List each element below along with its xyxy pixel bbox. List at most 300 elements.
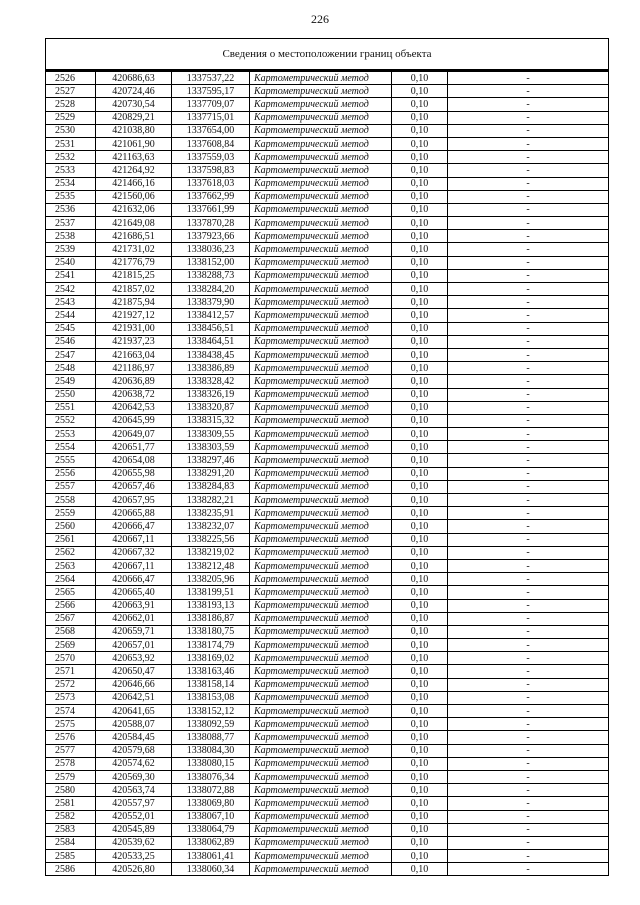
coord-y-cell: 1338235,91 [172,507,250,520]
accuracy-cell: 0,10 [392,375,448,388]
accuracy-cell: 0,10 [392,348,448,361]
table-row [46,296,609,309]
point-number-cell: 2550 [46,388,96,401]
point-number-cell: 2537 [46,217,96,230]
coord-x-cell: 421466,16 [96,177,172,190]
extra-cell: - [448,190,609,203]
method-cell: Картометрический метод [250,559,392,572]
extra-cell: - [448,678,609,691]
method-cell: Картометрический метод [250,494,392,507]
page-number: 226 [311,12,329,26]
accuracy-cell: 0,10 [392,151,448,164]
coord-x-cell: 420662,01 [96,612,172,625]
method-cell: Картометрический метод [250,599,392,612]
table-row [46,744,609,757]
accuracy-cell: 0,10 [392,98,448,111]
accuracy-cell: 0,10 [392,190,448,203]
point-number-cell: 2554 [46,441,96,454]
point-number-cell: 2547 [46,348,96,361]
method-cell: Картометрический метод [250,784,392,797]
coord-x-cell: 420667,11 [96,533,172,546]
coord-x-cell: 421632,06 [96,203,172,216]
extra-cell: - [448,230,609,243]
accuracy-cell: 0,10 [392,533,448,546]
accuracy-cell: 0,10 [392,322,448,335]
point-number-cell: 2574 [46,705,96,718]
extra-cell: - [448,428,609,441]
extra-cell: - [448,467,609,480]
coord-x-cell: 420636,89 [96,375,172,388]
method-cell: Картометрический метод [250,177,392,190]
coord-y-cell: 1337654,00 [172,124,250,137]
coord-x-cell: 420545,89 [96,823,172,836]
accuracy-cell: 0,10 [392,494,448,507]
table-row [46,863,609,876]
point-number-cell: 2532 [46,151,96,164]
coord-y-cell: 1338169,02 [172,652,250,665]
accuracy-cell: 0,10 [392,283,448,296]
point-number-cell: 2558 [46,494,96,507]
coord-x-cell: 421186,97 [96,362,172,375]
coord-y-cell: 1337870,28 [172,217,250,230]
accuracy-cell: 0,10 [392,705,448,718]
point-number-cell: 2585 [46,850,96,863]
extra-cell: - [448,599,609,612]
coord-y-cell: 1338320,87 [172,401,250,414]
point-number-cell: 2555 [46,454,96,467]
point-number-cell: 2583 [46,823,96,836]
table-row [46,98,609,111]
method-cell: Картометрический метод [250,362,392,375]
method-cell: Картометрический метод [250,348,392,361]
point-number-cell: 2530 [46,124,96,137]
point-number-cell: 2548 [46,362,96,375]
extra-cell: - [448,217,609,230]
extra-cell: - [448,533,609,546]
coord-x-cell: 420650,47 [96,665,172,678]
coord-x-cell: 420657,95 [96,494,172,507]
extra-cell: - [448,784,609,797]
extra-cell: - [448,705,609,718]
table-title: Сведения о местоположении границ объекта [46,39,609,71]
method-cell: Картометрический метод [250,678,392,691]
coord-y-cell: 1337537,22 [172,72,250,85]
point-number-cell: 2566 [46,599,96,612]
extra-cell: - [448,691,609,704]
coord-y-cell: 1337661,99 [172,203,250,216]
method-cell: Картометрический метод [250,375,392,388]
coord-y-cell: 1338326,19 [172,388,250,401]
extra-cell: - [448,296,609,309]
accuracy-cell: 0,10 [392,124,448,137]
table-row [46,691,609,704]
coord-x-cell: 420563,74 [96,784,172,797]
table-row [46,784,609,797]
accuracy-cell: 0,10 [392,652,448,665]
coord-y-cell: 1338062,89 [172,836,250,849]
table-row [46,507,609,520]
table-row [46,586,609,599]
extra-cell: - [448,72,609,85]
extra-cell: - [448,770,609,783]
coord-x-cell: 420579,68 [96,744,172,757]
point-number-cell: 2569 [46,639,96,652]
coord-x-cell: 420641,65 [96,705,172,718]
table-row [46,467,609,480]
extra-cell: - [448,718,609,731]
table-row [46,731,609,744]
coord-x-cell: 420588,07 [96,718,172,731]
table-row [46,836,609,849]
extra-cell: - [448,441,609,454]
method-cell: Картометрический метод [250,810,392,823]
point-number-cell: 2573 [46,691,96,704]
extra-cell: - [448,164,609,177]
coord-x-cell: 421038,80 [96,124,172,137]
accuracy-cell: 0,10 [392,665,448,678]
table-row [46,124,609,137]
coord-y-cell: 1337598,83 [172,164,250,177]
accuracy-cell: 0,10 [392,797,448,810]
extra-cell: - [448,375,609,388]
boundary-coordinates-table [45,38,609,876]
coord-x-cell: 420657,01 [96,639,172,652]
table-row [46,348,609,361]
accuracy-cell: 0,10 [392,111,448,124]
table-row [46,480,609,493]
extra-cell: - [448,348,609,361]
point-number-cell: 2581 [46,797,96,810]
coord-y-cell: 1338152,00 [172,256,250,269]
table-row [46,823,609,836]
accuracy-cell: 0,10 [392,362,448,375]
coord-x-cell: 420665,88 [96,507,172,520]
accuracy-cell: 0,10 [392,573,448,586]
method-cell: Картометрический метод [250,388,392,401]
table-row [46,520,609,533]
method-cell: Картометрический метод [250,691,392,704]
table-row [46,665,609,678]
extra-cell: - [448,625,609,638]
table-row [46,441,609,454]
accuracy-cell: 0,10 [392,243,448,256]
table-row [46,850,609,863]
point-number-cell: 2543 [46,296,96,309]
coord-x-cell: 420686,63 [96,72,172,85]
coord-y-cell: 1338092,59 [172,718,250,731]
method-cell: Картометрический метод [250,98,392,111]
accuracy-cell: 0,10 [392,467,448,480]
method-cell: Картометрический метод [250,454,392,467]
coord-y-cell: 1338036,23 [172,243,250,256]
coord-y-cell: 1338315,32 [172,414,250,427]
point-number-cell: 2559 [46,507,96,520]
coord-y-cell: 1338199,51 [172,586,250,599]
extra-cell: - [448,335,609,348]
accuracy-cell: 0,10 [392,401,448,414]
coord-y-cell: 1338291,20 [172,467,250,480]
coord-y-cell: 1338060,34 [172,863,250,876]
table-row [46,797,609,810]
accuracy-cell: 0,10 [392,309,448,322]
table-row [46,269,609,282]
accuracy-cell: 0,10 [392,269,448,282]
coord-y-cell: 1337709,07 [172,98,250,111]
accuracy-cell: 0,10 [392,414,448,427]
table-row [46,335,609,348]
coord-y-cell: 1337715,01 [172,111,250,124]
coord-y-cell: 1338464,51 [172,335,250,348]
method-cell: Картометрический метод [250,296,392,309]
accuracy-cell: 0,10 [392,296,448,309]
table-row [46,388,609,401]
point-number-cell: 2534 [46,177,96,190]
coord-x-cell: 420663,91 [96,599,172,612]
point-number-cell: 2557 [46,480,96,493]
coord-x-cell: 420659,71 [96,625,172,638]
table-row [46,137,609,150]
method-cell: Картометрический метод [250,256,392,269]
coord-y-cell: 1338067,10 [172,810,250,823]
table-row [46,362,609,375]
coord-y-cell: 1337595,17 [172,85,250,98]
accuracy-cell: 0,10 [392,691,448,704]
coord-x-cell: 421686,51 [96,230,172,243]
table-row [46,203,609,216]
table-row [46,625,609,638]
extra-cell: - [448,810,609,823]
table-row [46,454,609,467]
coord-y-cell: 1338193,13 [172,599,250,612]
point-number-cell: 2529 [46,111,96,124]
coord-y-cell: 1338438,45 [172,348,250,361]
coord-y-cell: 1337923,66 [172,230,250,243]
coord-y-cell: 1338386,89 [172,362,250,375]
table-row [46,599,609,612]
extra-cell: - [448,850,609,863]
table-row [46,678,609,691]
coord-x-cell: 421815,25 [96,269,172,282]
table-row [46,757,609,770]
point-number-cell: 2549 [46,375,96,388]
method-cell: Картометрический метод [250,639,392,652]
coord-y-cell: 1338303,59 [172,441,250,454]
accuracy-cell: 0,10 [392,335,448,348]
table-row [46,494,609,507]
point-number-cell: 2551 [46,401,96,414]
point-number-cell: 2541 [46,269,96,282]
table-row [46,151,609,164]
accuracy-cell: 0,10 [392,137,448,150]
accuracy-cell: 0,10 [392,441,448,454]
method-cell: Картометрический метод [250,652,392,665]
method-cell: Картометрический метод [250,85,392,98]
coord-x-cell: 420666,47 [96,573,172,586]
table-row [46,533,609,546]
point-number-cell: 2539 [46,243,96,256]
coord-x-cell: 420552,01 [96,810,172,823]
method-cell: Картометрический метод [250,164,392,177]
point-number-cell: 2560 [46,520,96,533]
method-cell: Картометрический метод [250,533,392,546]
coord-x-cell: 420638,72 [96,388,172,401]
point-number-cell: 2572 [46,678,96,691]
accuracy-cell: 0,10 [392,850,448,863]
table-row [46,322,609,335]
extra-cell: - [448,177,609,190]
coord-x-cell: 420539,62 [96,836,172,849]
coord-y-cell: 1338072,88 [172,784,250,797]
point-number-cell: 2535 [46,190,96,203]
extra-cell: - [448,652,609,665]
extra-cell: - [448,322,609,335]
method-cell: Картометрический метод [250,612,392,625]
coord-y-cell: 1338232,07 [172,520,250,533]
table-row [46,177,609,190]
coord-y-cell: 1338069,80 [172,797,250,810]
extra-cell: - [448,98,609,111]
table-title-row [46,39,609,71]
accuracy-cell: 0,10 [392,823,448,836]
coord-x-cell: 420642,51 [96,691,172,704]
coord-y-cell: 1338174,79 [172,639,250,652]
accuracy-cell: 0,10 [392,678,448,691]
accuracy-cell: 0,10 [392,454,448,467]
accuracy-cell: 0,10 [392,731,448,744]
table-row [46,309,609,322]
method-cell: Картометрический метод [250,757,392,770]
method-cell: Картометрический метод [250,863,392,876]
method-cell: Картометрический метод [250,401,392,414]
coord-x-cell: 421937,23 [96,335,172,348]
point-number-cell: 2576 [46,731,96,744]
coord-x-cell: 420654,08 [96,454,172,467]
accuracy-cell: 0,10 [392,599,448,612]
coord-y-cell: 1338225,56 [172,533,250,546]
coord-y-cell: 1338084,30 [172,744,250,757]
coord-x-cell: 420649,07 [96,428,172,441]
method-cell: Картометрический метод [250,520,392,533]
point-number-cell: 2584 [46,836,96,849]
extra-cell: - [448,124,609,137]
extra-cell: - [448,480,609,493]
extra-cell: - [448,137,609,150]
extra-cell: - [448,573,609,586]
method-cell: Картометрический метод [250,269,392,282]
coord-x-cell: 420655,98 [96,467,172,480]
point-number-cell: 2526 [46,72,96,85]
table-row [46,256,609,269]
coord-x-cell: 420642,53 [96,401,172,414]
coord-y-cell: 1338412,57 [172,309,250,322]
extra-cell: - [448,731,609,744]
coord-x-cell: 420557,97 [96,797,172,810]
coord-x-cell: 421731,02 [96,243,172,256]
extra-cell: - [448,85,609,98]
coord-y-cell: 1337618,03 [172,177,250,190]
method-cell: Картометрический метод [250,441,392,454]
table-row [46,639,609,652]
coord-x-cell: 420730,54 [96,98,172,111]
coord-x-cell: 420646,66 [96,678,172,691]
extra-cell: - [448,823,609,836]
table-row [46,217,609,230]
method-cell: Картометрический метод [250,243,392,256]
coord-x-cell: 421649,08 [96,217,172,230]
coord-x-cell: 421857,02 [96,283,172,296]
point-number-cell: 2571 [46,665,96,678]
method-cell: Картометрический метод [250,217,392,230]
method-cell: Картометрический метод [250,744,392,757]
accuracy-cell: 0,10 [392,625,448,638]
method-cell: Картометрический метод [250,705,392,718]
accuracy-cell: 0,10 [392,520,448,533]
accuracy-cell: 0,10 [392,546,448,559]
coord-x-cell: 420667,32 [96,546,172,559]
method-cell: Картометрический метод [250,586,392,599]
accuracy-cell: 0,10 [392,203,448,216]
point-number-cell: 2562 [46,546,96,559]
coord-y-cell: 1337608,84 [172,137,250,150]
point-number-cell: 2545 [46,322,96,335]
accuracy-cell: 0,10 [392,177,448,190]
extra-cell: - [448,362,609,375]
table-row [46,283,609,296]
point-number-cell: 2542 [46,283,96,296]
coord-y-cell: 1338163,46 [172,665,250,678]
method-cell: Картометрический метод [250,823,392,836]
accuracy-cell: 0,10 [392,784,448,797]
coord-y-cell: 1338219,02 [172,546,250,559]
extra-cell: - [448,586,609,599]
accuracy-cell: 0,10 [392,612,448,625]
point-number-cell: 2538 [46,230,96,243]
accuracy-cell: 0,10 [392,85,448,98]
method-cell: Картометрический метод [250,850,392,863]
method-cell: Картометрический метод [250,718,392,731]
method-cell: Картометрический метод [250,480,392,493]
table-row [46,428,609,441]
accuracy-cell: 0,10 [392,230,448,243]
table-row [46,573,609,586]
extra-cell: - [448,520,609,533]
method-cell: Картометрический метод [250,836,392,849]
coord-y-cell: 1338088,77 [172,731,250,744]
method-cell: Картометрический метод [250,414,392,427]
point-number-cell: 2578 [46,757,96,770]
extra-cell: - [448,494,609,507]
coord-y-cell: 1338064,79 [172,823,250,836]
table-row [46,243,609,256]
point-number-cell: 2561 [46,533,96,546]
coord-x-cell: 420667,11 [96,559,172,572]
method-cell: Картометрический метод [250,190,392,203]
accuracy-cell: 0,10 [392,559,448,572]
extra-cell: - [448,507,609,520]
point-number-cell: 2533 [46,164,96,177]
accuracy-cell: 0,10 [392,586,448,599]
coord-y-cell: 1338061,41 [172,850,250,863]
coord-y-cell: 1338158,14 [172,678,250,691]
extra-cell: - [448,744,609,757]
accuracy-cell: 0,10 [392,770,448,783]
method-cell: Картометрический метод [250,731,392,744]
coord-y-cell: 1338284,83 [172,480,250,493]
accuracy-cell: 0,10 [392,863,448,876]
point-number-cell: 2536 [46,203,96,216]
accuracy-cell: 0,10 [392,757,448,770]
table-row [46,375,609,388]
